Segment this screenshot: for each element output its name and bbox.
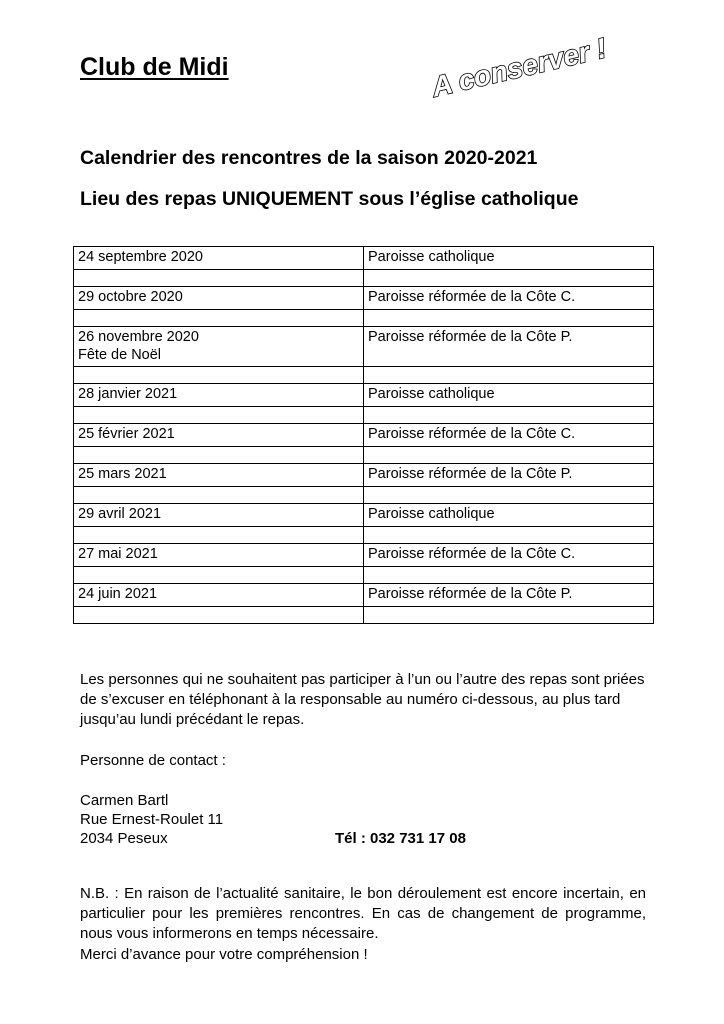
empty-cell xyxy=(364,607,654,624)
schedule-row xyxy=(74,384,654,407)
meeting-place: Paroisse réformée de la Côte P. xyxy=(364,464,654,487)
empty-cell xyxy=(364,447,654,464)
schedule-date-cell xyxy=(74,464,364,487)
meeting-date: 24 septembre 2020 xyxy=(78,249,203,265)
empty-cell xyxy=(74,310,364,327)
calendar-heading: Calendrier des rencontres de la saison 2020-2021 xyxy=(80,147,538,169)
schedule-date-cell xyxy=(74,384,364,407)
empty-cell xyxy=(74,527,364,544)
empty-cell xyxy=(364,367,654,384)
excuse-paragraph: Les personnes qui ne souhaitent pas participer à l’un ou l’autre des repas sont priées de s’excuser en téléphonant à la responsable au numéro ci-dessous, au plus tard jusqu’au lundi précédant le repas. xyxy=(80,671,645,728)
empty-cell xyxy=(364,407,654,424)
schedule-row xyxy=(74,287,654,310)
empty-cell xyxy=(74,407,364,424)
thanks-line: Merci d’avance pour votre compréhension ! xyxy=(80,946,368,963)
schedule-spacer-row xyxy=(74,487,654,504)
meeting-date: 24 juin 2021 xyxy=(78,586,158,602)
meeting-date: 25 mars 2021 xyxy=(78,466,167,482)
schedule-spacer-row xyxy=(74,527,654,544)
empty-cell xyxy=(364,527,654,544)
empty-cell xyxy=(364,487,654,504)
contact-name: Carmen Bartl xyxy=(80,792,169,809)
empty-cell xyxy=(74,487,364,504)
schedule-table xyxy=(73,246,654,624)
schedule-date-cell xyxy=(74,584,364,607)
meeting-date: 27 mai 2021 xyxy=(78,546,158,562)
schedule-row xyxy=(74,424,654,447)
meeting-date: 25 février 2021 xyxy=(78,426,175,442)
meeting-place: Paroisse réformée de la Côte P. xyxy=(364,327,654,367)
schedule-spacer-row xyxy=(74,270,654,287)
empty-cell xyxy=(74,270,364,287)
nb-paragraph: N.B. : En raison de l’actualité sanitaire, le bon déroulement est encore incertain, en particulier pour les premières rencontres. En cas de changement de programme, nous vous informerons en temps nécessaire. xyxy=(80,885,646,942)
empty-cell xyxy=(74,447,364,464)
meeting-place: Paroisse catholique xyxy=(364,384,654,407)
schedule-date-cell xyxy=(74,504,364,527)
meeting-date: 29 octobre 2020 xyxy=(78,289,183,305)
schedule-date-cell xyxy=(74,327,364,367)
meeting-place: Paroisse catholique xyxy=(364,504,654,527)
schedule-date-cell xyxy=(74,287,364,310)
schedule-date-cell xyxy=(74,247,364,270)
schedule-spacer-row xyxy=(74,407,654,424)
empty-cell xyxy=(364,310,654,327)
location-heading: Lieu des repas UNIQUEMENT sous l’église catholique xyxy=(80,188,579,210)
contact-city: 2034 Peseux xyxy=(80,830,168,847)
meeting-note: Fête de Noël xyxy=(78,347,162,363)
schedule-row xyxy=(74,247,654,270)
schedule-row xyxy=(74,464,654,487)
meeting-place: Paroisse catholique xyxy=(364,247,654,270)
meeting-date: 29 avril 2021 xyxy=(78,506,162,522)
empty-cell xyxy=(74,567,364,584)
schedule-row xyxy=(74,504,654,527)
schedule-spacer-row xyxy=(74,310,654,327)
keep-stamp xyxy=(428,15,661,106)
contact-street: Rue Ernest-Roulet 11 xyxy=(80,811,224,828)
club-title: Club de Midi xyxy=(80,53,229,81)
empty-cell xyxy=(74,367,364,384)
schedule-spacer-row xyxy=(74,447,654,464)
empty-cell xyxy=(364,567,654,584)
keep-stamp-text: A conserver ! xyxy=(428,32,610,103)
schedule-spacer-row xyxy=(74,567,654,584)
empty-cell xyxy=(364,270,654,287)
schedule-row xyxy=(74,544,654,567)
meeting-date: 26 novembre 2020 xyxy=(78,329,199,345)
contact-phone: Tél : 032 731 17 08 xyxy=(335,830,466,847)
schedule-row xyxy=(74,327,654,367)
meeting-place: Paroisse réformée de la Côte C. xyxy=(364,287,654,310)
meeting-place: Paroisse réformée de la Côte C. xyxy=(364,544,654,567)
contact-label: Personne de contact : xyxy=(80,752,226,769)
meeting-date: 28 janvier 2021 xyxy=(78,386,178,402)
meeting-place: Paroisse réformée de la Côte C. xyxy=(364,424,654,447)
schedule-spacer-row xyxy=(74,607,654,624)
schedule-date-cell xyxy=(74,544,364,567)
schedule-spacer-row xyxy=(74,367,654,384)
schedule-row xyxy=(74,584,654,607)
meeting-place: Paroisse réformée de la Côte P. xyxy=(364,584,654,607)
empty-cell xyxy=(74,607,364,624)
schedule-date-cell xyxy=(74,424,364,447)
